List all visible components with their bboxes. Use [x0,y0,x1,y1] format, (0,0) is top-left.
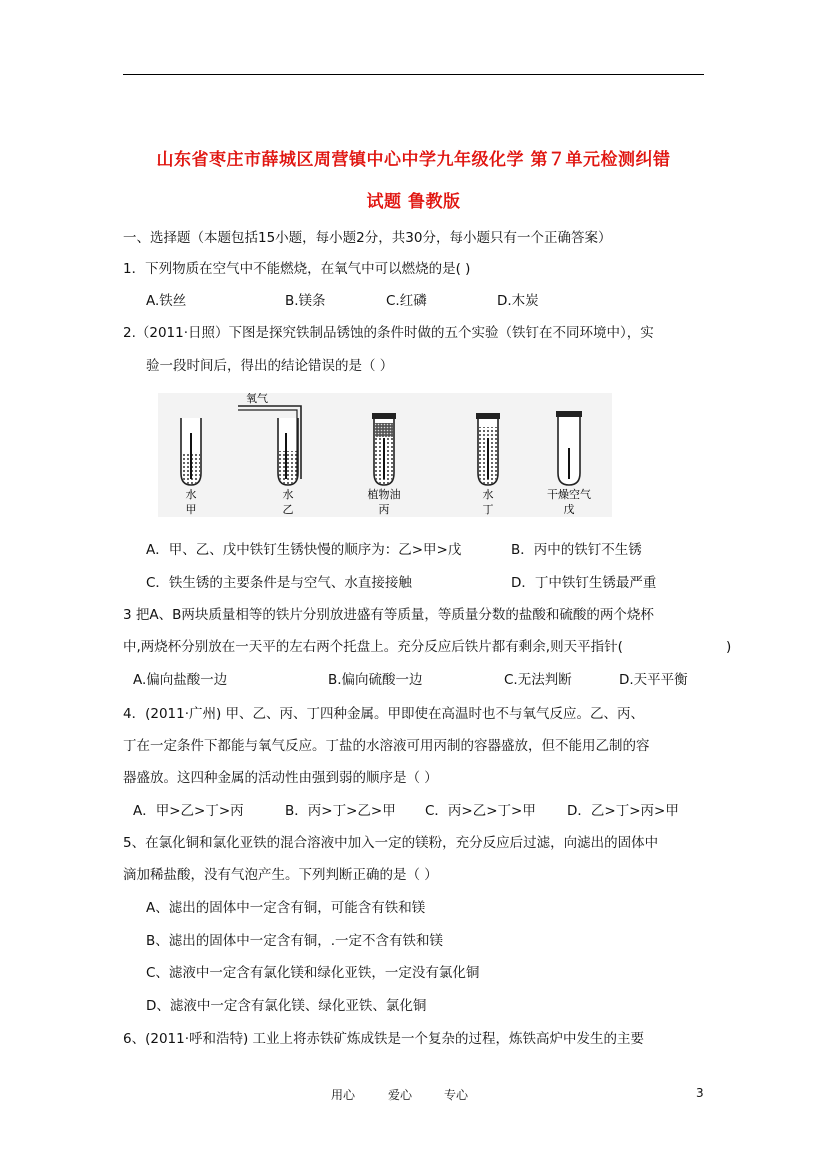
q4-stem-line-3: 器盛放。这四种金属的活动性由强到弱的顺序是（ ） [123,770,438,786]
tube-yi [238,406,301,485]
header-rule [123,74,704,75]
q3-option-c: C.无法判断 [504,672,572,688]
q2-option-c: C．铁生锈的主要条件是与空气、水直接接触 [146,575,412,591]
tube-jia-name: 甲 [185,503,197,516]
rust-experiment-figure [158,393,612,517]
q2-stem-line-1: 2.（2011·日照）下图是探究铁制品锈蚀的条件时做的五个实验（铁钉在不同环境中），实 [123,325,654,341]
q4-option-d: D．乙>丁>丙>甲 [567,803,679,819]
q5-stem-line-2: 滴加稀盐酸，没有气泡产生。下列判断正确的是（ ） [123,867,438,883]
q3-option-a: A.偏向盐酸一边 [133,672,228,688]
tube-wu [556,411,582,485]
q5-option-a: A、滤出的固体中一定含有铜，可能含有铁和镁 [146,900,426,916]
q5-option-c: C、滤液中一定含有氯化镁和绿化亚铁，一定没有氯化铜 [146,965,480,981]
footer-item-2: 爱心 [388,1088,413,1102]
q4-option-a: A．甲>乙>丁>丙 [133,803,244,819]
q6-stem-line-1: 6、(2011·呼和浩特) 工业上将赤铁矿炼成铁是一个复杂的过程，炼铁高炉中发生的主要 [123,1031,645,1047]
q3-stem-line-2: 中,两烧杯分别放在一天平的左右两个托盘上。充分反应后铁片都有剩余,则天平指针( [123,639,623,655]
q3-option-b: B.偏向硫酸一边 [328,672,423,688]
q1-stem: 1．下列物质在空气中不能燃烧，在氧气中可以燃烧的是( ) [123,261,471,277]
tube-wu-name: 戊 [563,503,575,516]
tube-bing-label: 植物油 [367,488,401,501]
q2-option-a: A．甲、乙、戊中铁钉生锈快慢的顺序为：乙>甲>戊 [146,542,462,558]
tube-jia [181,418,201,485]
q5-stem-line-1: 5、在氯化铜和氯化亚铁的混合溶液中加入一定的镁粉，充分反应后过滤，向滤出的固体中 [123,835,659,851]
tube-yi-name: 乙 [282,503,294,516]
footer-item-3: 专心 [444,1088,469,1102]
document-title-line-1: 山东省枣庄市薛城区周营镇中心中学九年级化学 第７单元检测纠错 [156,150,671,170]
tube-ding [476,413,500,485]
q4-option-c: C．丙>乙>丁>甲 [425,803,536,819]
q5-option-b: B、滤出的固体中一定含有铜，.一定不含有铁和镁 [146,933,444,949]
q2-option-b: B．丙中的铁钉不生锈 [511,542,642,558]
tube-wu-label: 干燥空气 [547,488,591,501]
q1-option-d: D.木炭 [497,293,539,309]
q4-option-b: B．丙>丁>乙>甲 [285,803,396,819]
tube-yi-label: 水 [282,488,294,501]
q2-option-d: D．丁中铁钉生锈最严重 [511,575,657,591]
q1-option-c: C.红磷 [386,293,427,309]
tube-bing-name: 丙 [378,503,390,516]
tube-jia-label: 水 [185,488,197,501]
footer-item-1: 用心 [331,1088,356,1102]
document-title-line-2: 试题 鲁教版 [366,192,461,212]
q5-option-d: D、滤液中一定含有氯化镁、绿化亚铁、氯化铜 [146,998,427,1014]
section-heading: 一、选择题（本题包括15小题，每小题2分，共30分，每小题只有一个正确答案） [123,230,612,246]
oxygen-label: 氧气 [246,393,268,405]
q1-option-a: A.铁丝 [146,293,187,309]
page-number: 3 [696,1086,704,1100]
q1-option-b: B.镁条 [285,293,326,309]
q4-stem-line-2: 丁在一定条件下都能与氧气反应。丁盐的水溶液可用丙制的容器盛放，但不能用乙制的容 [123,738,650,754]
q3-stem-line-1: 3 把A、B两块质量相等的铁片分别放进盛有等质量，等质量分数的盐酸和硫酸的两个烧杯 [123,607,654,623]
test-tubes-diagram [158,393,612,517]
q3-stem-line-2-end: ) [726,639,732,655]
q3-option-d: D.天平平衡 [619,672,688,688]
tube-ding-name: 丁 [482,503,494,516]
q4-stem-line-1: 4．(2011·广州) 甲、乙、丙、丁四种金属。甲即使在高温时也不与氧气反应。乙、丙、 [123,706,645,722]
q2-stem-line-2: 验一段时间后，得出的结论错误的是（ ） [146,358,394,374]
tube-bing [372,413,396,485]
tube-ding-label: 水 [482,488,494,501]
